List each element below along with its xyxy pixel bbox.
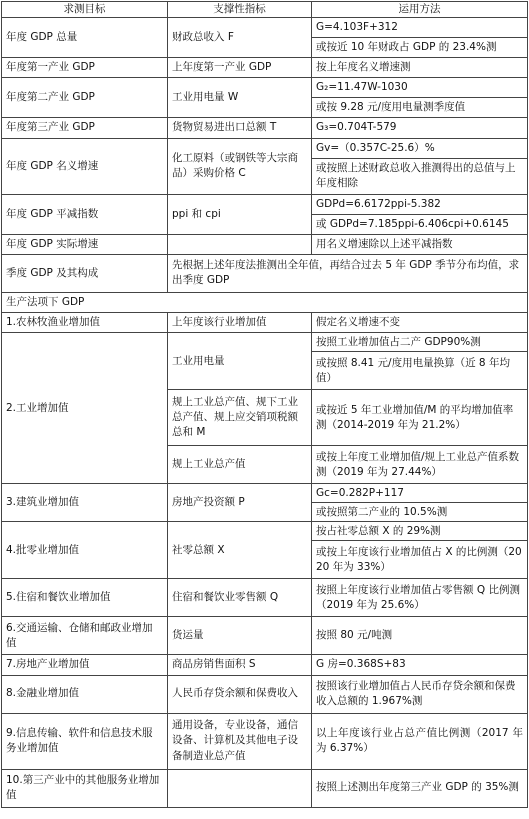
method-cell: 按照工业增加值占二产 GDP90%测: [312, 333, 528, 352]
indicator-cell: 工业用电量 W: [168, 78, 312, 118]
section-row: [2, 292, 528, 312]
method-cell: 按照上述测出年度第三产业 GDP 的 35%测: [312, 769, 528, 807]
method-cell: 假定名义增速不变: [312, 313, 528, 333]
indicator-cell: 商品房销售面积 S: [168, 655, 312, 675]
table-row: [2, 769, 528, 807]
method-cell: G 房=0.368S+83: [312, 655, 528, 675]
table-row: [2, 617, 528, 655]
table-row: [2, 313, 528, 333]
table-row: [2, 78, 528, 98]
header-indicator: 支撑性指标: [168, 2, 312, 18]
method-cell: 以上年度该行业占总产值比例测（2017 年为 6.37%）: [312, 713, 528, 769]
indicator-cell: 货运量: [168, 617, 312, 655]
section-title: 生产法项下 GDP: [2, 292, 528, 312]
merged-method-cell: 先根据上述年度法推测出全年值，再结合过去 5 年 GDP 季节分布均值，求出季度 GDP: [168, 254, 528, 292]
indicator-cell: 上年度第一产业 GDP: [168, 58, 312, 78]
indicator-cell: 财政总收入 F: [168, 18, 312, 58]
method-cell: 或按近 5 年工业增加值/M 的平均增加值率测（2014-2019 年为 21.2%）: [312, 390, 528, 446]
method-cell: 用名义增速除以上述平减指数: [312, 234, 528, 254]
target-cell: 年度 GDP 平减指数: [2, 194, 168, 234]
table-row: [2, 194, 528, 214]
target-cell: 5.住宿和餐饮业增加值: [2, 579, 168, 617]
table-row: [2, 522, 528, 541]
header-target: 求测目标: [2, 2, 168, 18]
table-row: [2, 138, 528, 158]
method-cell: 按照该行业增加值占人民币存贷余额和保费收入总额的 1.967%测: [312, 675, 528, 713]
target-cell: 年度 GDP 名义增速: [2, 138, 168, 194]
indicator-cell: 货物贸易进出口总额 T: [168, 118, 312, 138]
table-row: [2, 234, 528, 254]
indicator-cell: 住宿和餐饮业零售额 Q: [168, 579, 312, 617]
table-row: [2, 333, 528, 352]
target-cell: 6.交通运输、仓储和邮政业增加值: [2, 617, 168, 655]
table-row: [2, 118, 528, 138]
forecast-method-table: [1, 1, 528, 808]
target-cell: 1.农林牧渔业增加值: [2, 313, 168, 333]
indicator-cell: 人民币存贷余额和保费收入: [168, 675, 312, 713]
method-cell: 按照上年度该行业增加值占零售额 Q 比例测（2019 年为 25.6%）: [312, 579, 528, 617]
target-cell: 年度 GDP 总量: [2, 18, 168, 58]
method-cell: 或按照上述财政总收入推测得出的总值与上年度相除: [312, 158, 528, 194]
target-cell: 7.房地产业增加值: [2, 655, 168, 675]
method-cell: G₂=11.47W-1030: [312, 78, 528, 98]
indicator-cell: 规上工业总产值、规下工业总产值、规上应交销项税额总和 M: [168, 390, 312, 446]
indicator-cell: 化工原料（或钢铁等大宗商品）采购价格 C: [168, 138, 312, 194]
method-cell: G₃=0.704T-579: [312, 118, 528, 138]
method-cell: G=4.103F+312: [312, 18, 528, 38]
target-cell: 年度第一产业 GDP: [2, 58, 168, 78]
table-row: [2, 254, 528, 292]
method-cell: 或 GDPd=7.185ppi-6.406cpi+0.6145: [312, 214, 528, 234]
method-cell: 或按照 8.41 元/度用电量换算（近 8 年均值）: [312, 352, 528, 390]
table-row: [2, 675, 528, 713]
indicator-cell: [168, 769, 312, 807]
target-cell: 2.工业增加值: [2, 333, 168, 484]
indicator-cell: [168, 234, 312, 254]
target-cell: 9.信息传输、软件和信息技术服务业增加值: [2, 713, 168, 769]
indicator-cell: 社零总额 X: [168, 522, 312, 579]
header-method: 运用方法: [312, 2, 528, 18]
method-cell: Gc=0.282P+117: [312, 484, 528, 503]
method-cell: 或按 9.28 元/度用电量测季度值: [312, 98, 528, 118]
method-cell: 或按照第二产业的 10.5%测: [312, 503, 528, 522]
table-row: [2, 579, 528, 617]
target-cell: 8.金融业增加值: [2, 675, 168, 713]
indicator-cell: 房地产投资额 P: [168, 484, 312, 522]
target-cell: 4.批零业增加值: [2, 522, 168, 579]
table-header-row: [2, 2, 528, 18]
method-cell: Gv=（0.357C-25.6）%: [312, 138, 528, 158]
target-cell: 3.建筑业增加值: [2, 484, 168, 522]
indicator-cell: ppi 和 cpi: [168, 194, 312, 234]
method-cell: 或按上年度该行业增加值占 X 的比例测（2020 年为 33%）: [312, 541, 528, 579]
method-cell: 按上年度名义增速测: [312, 58, 528, 78]
method-cell: 按照 80 元/吨测: [312, 617, 528, 655]
target-cell: 10.第三产业中的其他服务业增加值: [2, 769, 168, 807]
table-row: [2, 58, 528, 78]
method-cell: 或按上年度工业增加值/规上工业总产值系数测（2019 年为 27.44%）: [312, 446, 528, 484]
target-cell: 年度 GDP 实际增速: [2, 234, 168, 254]
method-cell: GDPd=6.6172ppi-5.382: [312, 194, 528, 214]
indicator-cell: 上年度该行业增加值: [168, 313, 312, 333]
method-cell: 或按近 10 年财政占 GDP 的 23.4%测: [312, 38, 528, 58]
indicator-cell: 规上工业总产值: [168, 446, 312, 484]
table-row: [2, 484, 528, 503]
indicator-cell: 通用设备，专业设备，通信设备、计算机及其他电子设备制造业总产值: [168, 713, 312, 769]
target-cell: 年度第二产业 GDP: [2, 78, 168, 118]
target-cell: 年度第三产业 GDP: [2, 118, 168, 138]
table-row: [2, 18, 528, 38]
table-row: [2, 655, 528, 675]
target-cell: 季度 GDP 及其构成: [2, 254, 168, 292]
method-cell: 按占社零总额 X 的 29%测: [312, 522, 528, 541]
indicator-cell: 工业用电量: [168, 333, 312, 390]
table-row: [2, 713, 528, 769]
